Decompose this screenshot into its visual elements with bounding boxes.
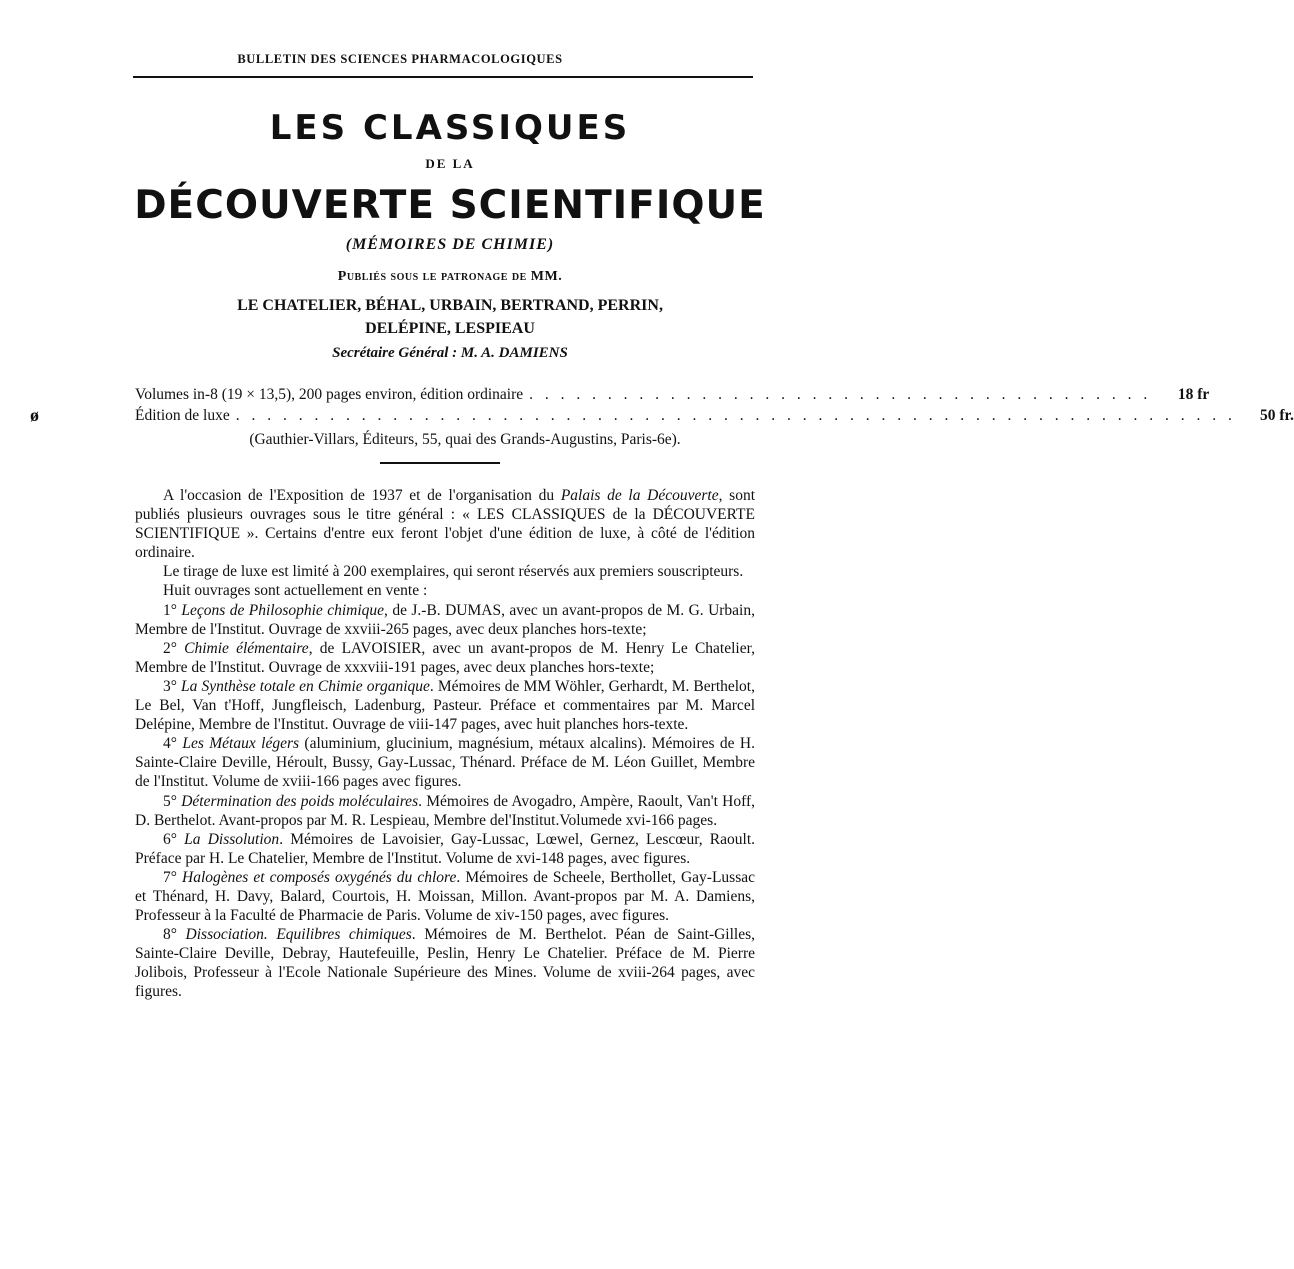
publisher-line: (Gauthier-Villars, Éditeurs, 55, quai des Grands-Augustins, Paris-6e). (249, 431, 681, 448)
work-title: Les Métaux légers (182, 735, 300, 753)
work-number: 7° (163, 868, 183, 886)
work-item (135, 677, 755, 734)
luxe-edition-label: Édition de luxe (135, 407, 230, 424)
dot-leader: . . . . . . . . . . . . . . . . . . . . . . . . . . . . . . . . . . . . . . . . . . . . . . . . . . . . . . . . . . . . . . . . (235, 407, 1236, 424)
work-title: La Dissolution (184, 830, 280, 848)
work-number: 1° (163, 601, 182, 619)
patron-names-line-2: DELÉPINE, LESPIEAU (365, 320, 535, 337)
work-description: (aluminium, glucinium, magnésium, métaux alcalins). Mémoires de H. Sainte-Claire Deville, Héroult, Bussy, Gay-Lussac, Thénard. Préface de M. Léon Guillet, Membre de l'Institut. Volume de xviii-166 pages avec figures. (135, 735, 755, 791)
patron-names-line-1: LE CHATELIER, BÉHAL, URBAIN, BERTRAND, PERRIN, (237, 297, 663, 314)
work-title: Leçons de Philosophie chimique (181, 601, 385, 619)
ordinary-edition-label: Volumes in-8 (19 × 13,5), 200 pages environ, édition ordinaire (135, 386, 524, 403)
work-description: . Mémoires de Scheele, Berthollet, Gay-Lussac et Thénard, H. Davy, Balard, Courtois, H. Moissan, Millon. Avant-propos par M. A. Damiens, Professeur à la Faculté de Pharmacie de Paris. Volume de xiv-150 pages, avec figures. (135, 868, 755, 925)
intro-text: , sont publiés plusieurs ouvrages sous le titre général : « LES CLASSIQUES de la DÉCOUVERTE SCIENTIFIQUE ». Certains d'entre eux feront l'objet d'une édition de luxe, à côté de l'édition ordinaire. (135, 487, 756, 562)
work-description: . Mémoires de Avogadro, Ampère, Raoult, Van't Hoff, D. Berthelot. Avant-propos par M. R. Lespieau, Membre del'Institut.Volumede xvi-166 pages. (135, 792, 755, 829)
title-line-2: DE LA (425, 156, 475, 171)
work-item (135, 601, 755, 639)
work-number: 4° (163, 735, 183, 753)
work-title: La Synthèse totale en Chimie organique (181, 677, 430, 695)
patron-names (0, 294, 900, 340)
title-line-1: LES CLASSIQUES (269, 108, 631, 148)
running-head: BULLETIN DES SCIENCES PHARMACOLOGIQUES (237, 52, 563, 66)
work-item (135, 830, 755, 868)
work-item (135, 925, 755, 1001)
ordinary-edition-row (135, 384, 1210, 405)
work-title: Détermination des poids moléculaires (181, 792, 419, 810)
work-description: . Mémoires de M. Berthelot. Péan de Saint-Gilles, Sainte-Claire Deville, Debray, Hautefeuille, Peslin, Henry Le Chatelier. Préface de M. Pierre Jolibois, Professeur à l'Ecole Nationale Supérieure des Mines. Volume de xviii-264 pages, avec figures. (135, 926, 756, 1001)
title-line-3: DÉCOUVERTE SCIENTIFIQUE (134, 183, 766, 228)
secretary-line: Secrétaire Général : M. A. DAMIENS (332, 345, 568, 361)
patronage-line: Publiés sous le patronage de MM. (337, 269, 563, 284)
work-number: 3° (163, 677, 182, 695)
work-description: , de LAVOISIER, avec un avant-propos de M. Henry Le Chatelier, Membre de l'Institut. Ouvrage de xxxviii-191 pages, avec deux planches hors-texte; (135, 639, 755, 676)
work-number: 5° (163, 792, 182, 810)
margin-mark: ø (30, 405, 39, 425)
luxe-edition-price: 50 fr. (1259, 407, 1294, 424)
luxe-paragraph: Le tirage de luxe est limité à 200 exemplaires, qui seront réservés aux premiers souscripteurs. (163, 563, 744, 581)
intro-italic: Palais de la Découverte (560, 487, 719, 504)
work-title: Chimie élémentaire (184, 639, 309, 657)
section-rule (380, 462, 500, 464)
work-number: 6° (163, 830, 185, 848)
works-list (135, 601, 755, 1002)
work-number: 8° (163, 926, 186, 944)
work-description: , de J.-B. DUMAS, avec un avant-propos de M. G. Urbain, Membre de l'Institut. Ouvrage de xxviii-265 pages, avec deux planches hors-texte; (135, 601, 755, 638)
work-title: Dissociation. Equilibres chimiques (185, 926, 412, 944)
work-item (135, 868, 755, 925)
intro-text: A l'occasion de l'Exposition de 1937 et de l'organisation du (163, 487, 561, 504)
body-text (135, 486, 755, 1002)
luxe-edition-row (135, 405, 1294, 426)
work-item (135, 792, 755, 830)
work-description: . Mémoires de MM Wöhler, Gerhardt, M. Berthelot, Le Bel, Van t'Hoff, Jungfleisch, Ladenburg, Pasteur. Préface et commentaires par M. Marcel Delépine, Membre de l'Institut. Ouvrage de viii-147 pages, avec huit planches hors-texte. (135, 677, 755, 734)
subtitle: (MÉMOIRES DE CHIMIE) (345, 236, 555, 253)
works-intro: Huit ouvrages sont actuellement en vente : (163, 582, 428, 600)
ordinary-edition-price: 18 fr (1177, 386, 1210, 403)
work-item (135, 639, 755, 677)
pricing-block (135, 384, 1294, 450)
work-item (135, 734, 755, 791)
intro-paragraph (135, 486, 755, 562)
dot-leader: . . . . . . . . . . . . . . . . . . . . . . . . . . . . . . . . . . . . . . . . (529, 386, 1152, 403)
work-number: 2° (163, 639, 185, 657)
header-rule (133, 76, 753, 78)
work-title: Halogènes et composés oxygénés du chlore (182, 868, 457, 886)
work-description: . Mémoires de Lavoisier, Gay-Lussac, Lœwel, Gernez, Lescœur, Raoult. Préface par H. Le Chatelier, Membre de l'Institut. Volume de xvi-148 pages, avec figures. (135, 830, 756, 867)
